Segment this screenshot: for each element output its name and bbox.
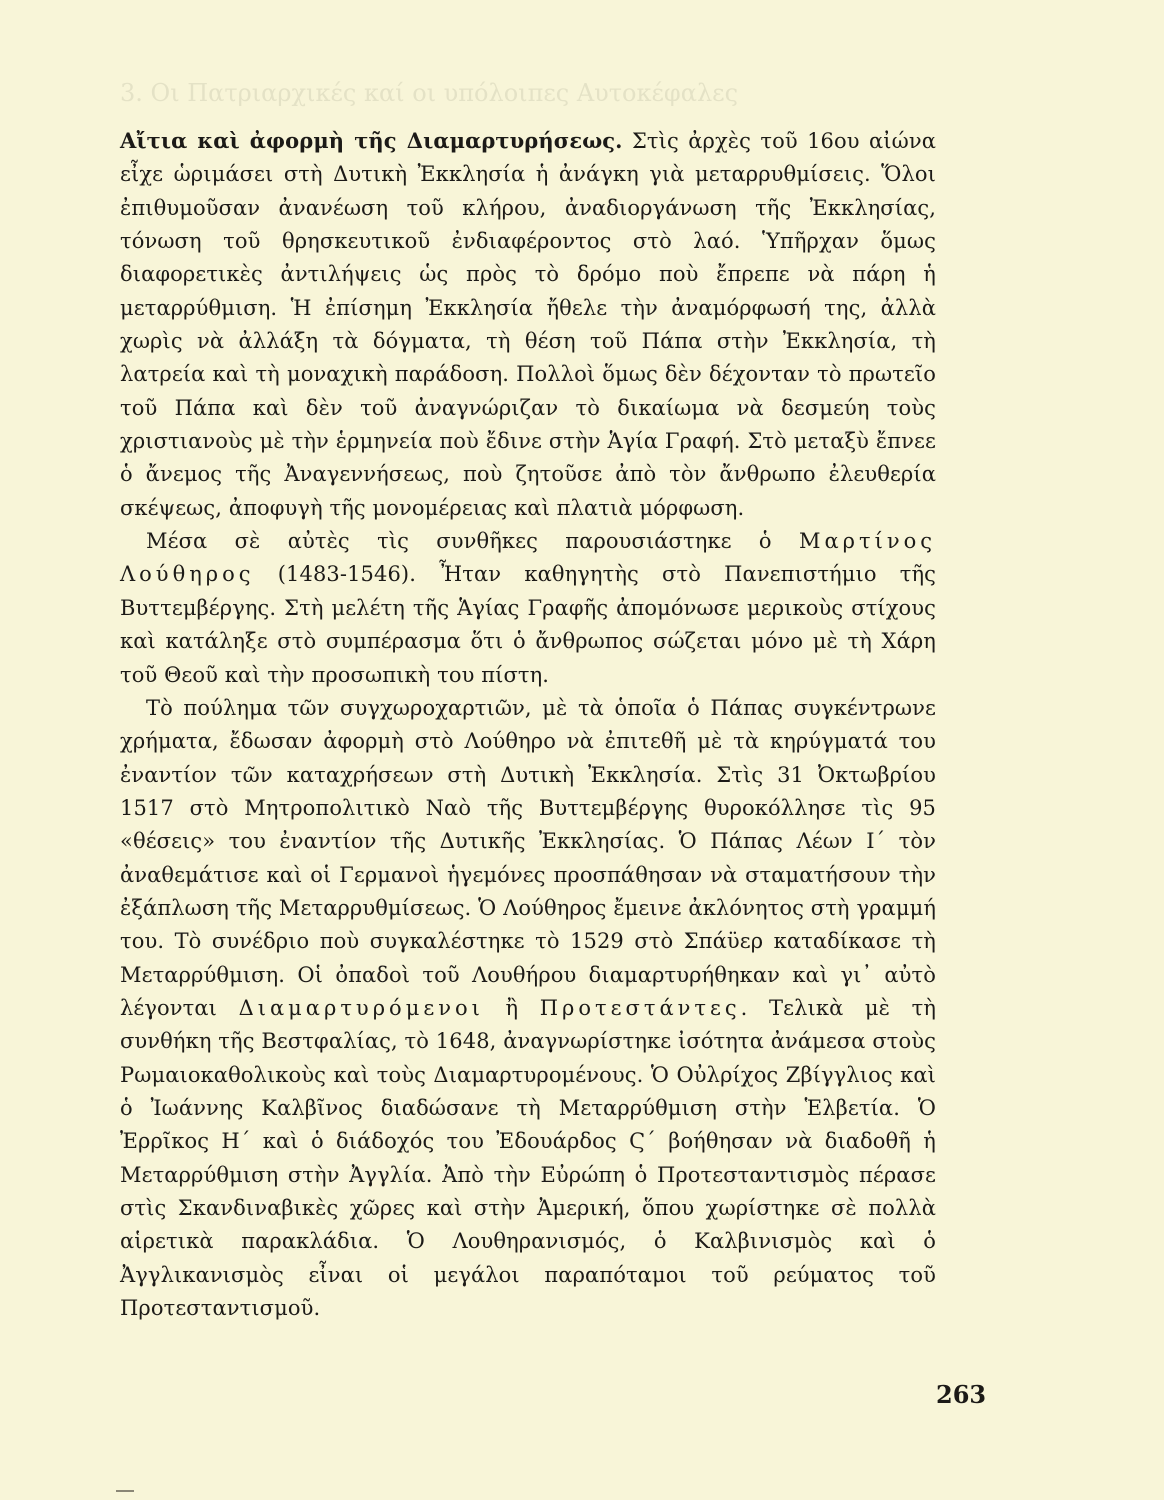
paragraph-indulgences: [120, 692, 936, 1326]
paragraph-text: Μέσα σὲ αὐτὲς τὶς συνθῆκες παρουσιάστηκε ὁ: [146, 529, 799, 554]
footer-mark: [116, 1490, 134, 1492]
page-body: [120, 124, 936, 1325]
page-number: 263: [936, 1380, 987, 1409]
paragraph-text: Στὶς ἀρχὲς τοῦ 16ου αἰώνα εἶχε ὡριμάσει στὴ Δυτικὴ Ἐκκλησία ἡ ἀνάγκη γιὰ μεταρρυθμίσεις. Ὅλοι ἐπιθυμοῦσαν ἀνανέωση τοῦ κλήρου, ἀναδιοργάνωση τῆς Ἐκκλησίας, τόνωση τοῦ θρησκευτικοῦ ἐνδιαφέροντος στὸ λαό. Ὑπῆρχαν ὅμως διαφορετικὲς ἀντιλήψεις ὡς πρὸς τὸ δρόμο ποὺ ἔπρεπε νὰ πάρη ἡ μεταρρύθμιση. Ἡ ἐπίσημη Ἐκκλησία ἤθελε τὴν ἀναμόρφωσή της, ἀλλὰ χωρὶς νὰ ἀλλάξη τὰ δόγματα, τὴ θέση τοῦ Πάπα στὴν Ἐκκλησία, τὴ λατρεία καὶ τὴ μοναχικὴ παράδοση. Πολλοὶ ὅμως δὲν δέχονταν τὸ πρωτεῖο τοῦ Πάπα καὶ δὲν τοῦ ἀναγνώριζαν τὸ δικαίωμα νὰ δεσμεύη τοὺς χριστιανοὺς μὲ τὴν ἑρμηνεία ποὺ ἔδινε στὴν Ἁγία Γραφή. Στὸ μεταξὺ ἔπνεε ὁ ἄνεμος τῆς Ἀναγεννήσεως, ποὺ ζητοῦσε ἀπὸ τὸν ἄνθρωπο ἐλευθερία σκέψεως, ἀποφυγὴ τῆς μονομέρειας καὶ πλατιὰ μόρφωση.: [120, 129, 936, 520]
emphasized-term: Προτεστάντες: [539, 995, 741, 1020]
bleed-through-text: 3. Οι Πατριαρχικές καί οι υπόλοιπες Αυτοκέφαλες: [120, 79, 739, 107]
paragraph-text: (1483-1546). Ἦταν καθηγητὴς στὸ Πανεπιστήμιο τῆς Βυττεμβέργης. Στὴ μελέτη τῆς Ἁγίας Γραφῆς ἀπομόνωσε μερικοὺς στίχους καὶ κατάληξε στὸ συμπέρασμα ὅτι ὁ ἄνθρωπος σώζεται μόνο μὲ τὴ Χάρη τοῦ Θεοῦ καὶ τὴν προσωπικὴ του πίστη.: [120, 562, 936, 687]
paragraph-text: ἢ: [483, 995, 540, 1020]
emphasized-name: Μαρτίνος Λούθηρος: [120, 529, 936, 587]
paragraph-luther: [120, 525, 936, 692]
section-heading: Αἴτια καὶ ἀφορμὴ τῆς Διαμαρτυρήσεως.: [120, 128, 623, 153]
paragraph-causes: [120, 124, 936, 525]
paragraph-text: . Τελικὰ μὲ τὴ συνθήκη τῆς Βεστφαλίας, τὸ 1648, ἀναγνωρίστηκε ἰσότητα ἀνάμεσα στοὺς Ρωμαιοκαθολικοὺς καὶ τοὺς Διαμαρτυρομένους. Ὁ Οὐλρίχος Ζβίγγλιος καὶ ὁ Ἰωάννης Καλβῖνος διαδώσανε τὴ Μεταρρύθμιση στὴν Ἑλβετία. Ὁ Ἐρρῖκος Η΄ καὶ ὁ διάδοχός του Ἐδουάρδος Ϛ΄ βοήθησαν νὰ διαδοθῆ ἡ Μεταρρύθμιση στὴν Ἀγγλία. Ἀπὸ τὴν Εὐρώπη ὁ Προτεσταντισμὸς πέρασε στὶς Σκανδιναβικὲς χῶρες καὶ στὴν Ἀμερική, ὅπου χωρίστηκε σὲ πολλὰ αἱρετικὰ παρακλάδια. Ὁ Λουθηρανισμός, ὁ Καλβινισμὸς καὶ ὁ Ἀγγλικανισμὸς εἶναι οἱ μεγάλοι παραπόταμοι τοῦ ρεύματος τοῦ Προτεσταντισμοῦ.: [120, 995, 937, 1321]
emphasized-term: Διαμαρτυρόμενοι: [238, 995, 484, 1020]
paragraph-text: Τὸ πούλημα τῶν συγχωροχαρτιῶν, μὲ τὰ ὁποῖα ὁ Πάπας συγκέντρωνε χρήματα, ἔδωσαν ἀφορμὴ στὸ Λούθηρο νὰ ἐπιτεθῆ μὲ τὰ κηρύγματά του ἐναντίον τῶν καταχρήσεων στὴ Δυτικὴ Ἐκκλησία. Στὶς 31 Ὀκτωβρίου 1517 στὸ Μητροπολιτικὸ Ναὸ τῆς Βυττεμβέργης θυροκόλλησε τὶς 95 «θέσεις» του ἐναντίον τῆς Δυτικῆς Ἐκκλησίας. Ὁ Πάπας Λέων Ι΄ τὸν ἀναθεμάτισε καὶ οἱ Γερμανοὶ ἡγεμόνες προσπάθησαν νὰ σταματήσουν τὴν ἐξάπλωση τῆς Μεταρρυθμίσεως. Ὁ Λούθηρος ἔμεινε ἀκλόνητος στὴ γραμμή του. Τὸ συνέδριο ποὺ συγκαλέστηκε τὸ 1529 στὸ Σπάϋερ καταδίκασε τὴ Μεταρρύθμιση. Οἱ ὀπαδοὶ τοῦ Λουθήρου διαμαρτυρήθηκαν καὶ γι᾽ αὐτὸ λέγονται: [120, 695, 936, 1020]
